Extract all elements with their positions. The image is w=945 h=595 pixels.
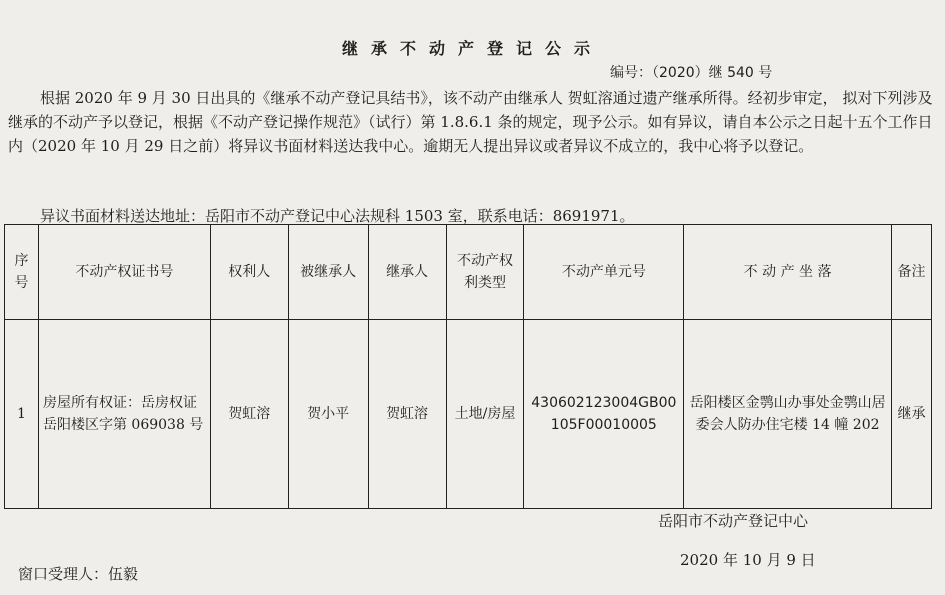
registration-table bbox=[4, 224, 932, 509]
header-unit-no: 不动产单元号 bbox=[524, 225, 684, 320]
header-right-type: 不动产权利类型 bbox=[446, 225, 524, 320]
table-row bbox=[5, 320, 932, 509]
cell-deceased: 贺小平 bbox=[288, 320, 368, 509]
issuing-organization: 岳阳市不动产登记中心 bbox=[658, 512, 809, 530]
header-location: 不 动 产 坐 落 bbox=[684, 225, 892, 320]
issue-date: 2020 年 10 月 9 日 bbox=[680, 551, 816, 569]
header-remark: 备注 bbox=[891, 225, 931, 320]
window-clerk: 窗口受理人：伍毅 bbox=[18, 565, 139, 583]
cell-unit-no: 430602123004GB00105F00010005 bbox=[524, 320, 684, 509]
cell-heir: 贺虹溶 bbox=[368, 320, 446, 509]
notice-body bbox=[8, 86, 938, 158]
header-heir: 继承人 bbox=[368, 225, 446, 320]
header-seq: 序号 bbox=[5, 225, 39, 320]
header-cert-no: 不动产权证书号 bbox=[38, 225, 210, 320]
cell-right-type: 土地/房屋 bbox=[446, 320, 524, 509]
cell-remark: 继承 bbox=[891, 320, 931, 509]
notice-paragraph: 根据 2020 年 9 月 30 日出具的《继承不动产登记具结书》，该不动产由继承人 贺虹溶通过遗产继承所得。经初步审定， 拟对下列涉及继承的不动产予以登记，根据《不动产登记操作规范》（试行）第 1.8.6.1 条的规定，现予公示。如有异议，请自本公示之日起十五个工作日内（2020 年 10 月 29 日之前）将异议书面材料送达我中心。逾期无人提出异议或者异议不成立的，我中心将予以登记。 bbox=[8, 89, 933, 155]
document-number: 编号：（2020）继 540 号 bbox=[610, 65, 773, 81]
table-header-row bbox=[5, 225, 932, 320]
objection-address: 异议书面材料送达地址：岳阳市不动产登记中心法规科 1503 室，联系电话：8691971。 bbox=[40, 207, 635, 225]
header-deceased: 被继承人 bbox=[288, 225, 368, 320]
header-holder: 权利人 bbox=[210, 225, 288, 320]
cell-location: 岳阳楼区金鹗山办事处金鹗山居委会人防办住宅楼 14 幢 202 bbox=[684, 320, 892, 509]
cell-holder: 贺虹溶 bbox=[210, 320, 288, 509]
cell-cert-no: 房屋所有权证：岳房权证岳阳楼区字第 069038 号 bbox=[38, 320, 210, 509]
cell-seq: 1 bbox=[5, 320, 39, 509]
document-title: 继承不动产登记公示 bbox=[341, 39, 603, 58]
